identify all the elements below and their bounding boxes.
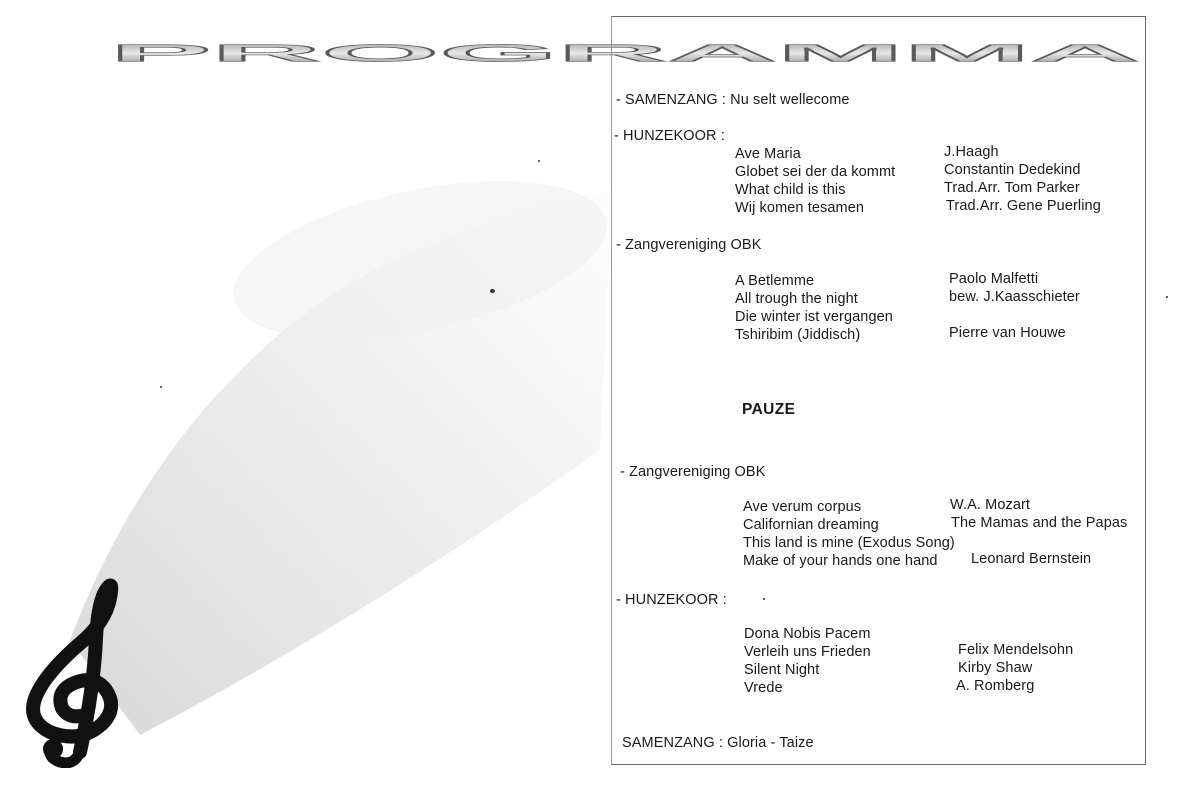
piece-title: This land is mine (Exodus Song) (743, 535, 955, 551)
page-title-text: PROGRAMMA (110, 39, 1140, 67)
section-heading-hunzekoor-2: - HUNZEKOOR : (616, 592, 727, 608)
composer-name: J.Haagh (944, 144, 999, 160)
speck (490, 289, 495, 293)
composer-name: Pierre van Houwe (949, 325, 1066, 341)
composer-name: bew. J.Kaasschieter (949, 289, 1080, 305)
composer-name: W.A. Mozart (950, 497, 1031, 513)
composer-name: Trad.Arr. Tom Parker (944, 180, 1080, 196)
piece-title: Ave verum corpus (743, 499, 862, 515)
speck (763, 598, 765, 600)
piece-title: Wij komen tesamen (735, 200, 865, 216)
composer-name: Leonard Bernstein (971, 551, 1092, 567)
piece-title: Make of your hands one hand (743, 553, 938, 569)
piece-title: Ave Maria (735, 146, 801, 162)
composer-name: A. Romberg (956, 678, 1035, 694)
piece-title: All trough the night (735, 291, 858, 307)
piece-title: Vrede (744, 680, 783, 696)
section-heading-samenzang-open: - SAMENZANG : Nu selt wellecome (616, 92, 850, 108)
speck (160, 386, 162, 388)
piece-title: Tshiribim (Jiddisch) (735, 327, 861, 343)
speck (1166, 296, 1168, 298)
section-heading-samenzang-close: SAMENZANG : Gloria - Taize (622, 735, 814, 751)
piece-title: Verleih uns Frieden (744, 644, 871, 660)
section-heading-obk-1: - Zangvereniging OBK (616, 237, 762, 253)
piece-title: Silent Night (744, 662, 820, 678)
composer-name: Constantin Dedekind (944, 162, 1081, 178)
composer-name: Kirby Shaw (958, 660, 1033, 676)
piece-title: What child is this (735, 182, 846, 198)
composer-name: Trad.Arr. Gene Puerling (946, 198, 1101, 214)
piece-title: A Betlemme (735, 273, 815, 289)
composer-name: Felix Mendelsohn (958, 642, 1074, 658)
piece-title: Californian dreaming (743, 517, 879, 533)
piece-title: Globet sei der da kommt (735, 164, 896, 180)
composer-name: Paolo Malfetti (949, 271, 1039, 287)
section-heading-obk-2: - Zangvereniging OBK (620, 464, 766, 480)
treble-clef-icon (6, 568, 146, 768)
pause-heading: PAUZE (742, 401, 796, 418)
speck (538, 160, 540, 162)
section-heading-hunzekoor-1: - HUNZEKOOR : (614, 128, 725, 144)
piece-title: Dona Nobis Pacem (744, 626, 871, 642)
piece-title: Die winter ist vergangen (735, 309, 893, 325)
composer-name: The Mamas and the Papas (951, 515, 1128, 531)
